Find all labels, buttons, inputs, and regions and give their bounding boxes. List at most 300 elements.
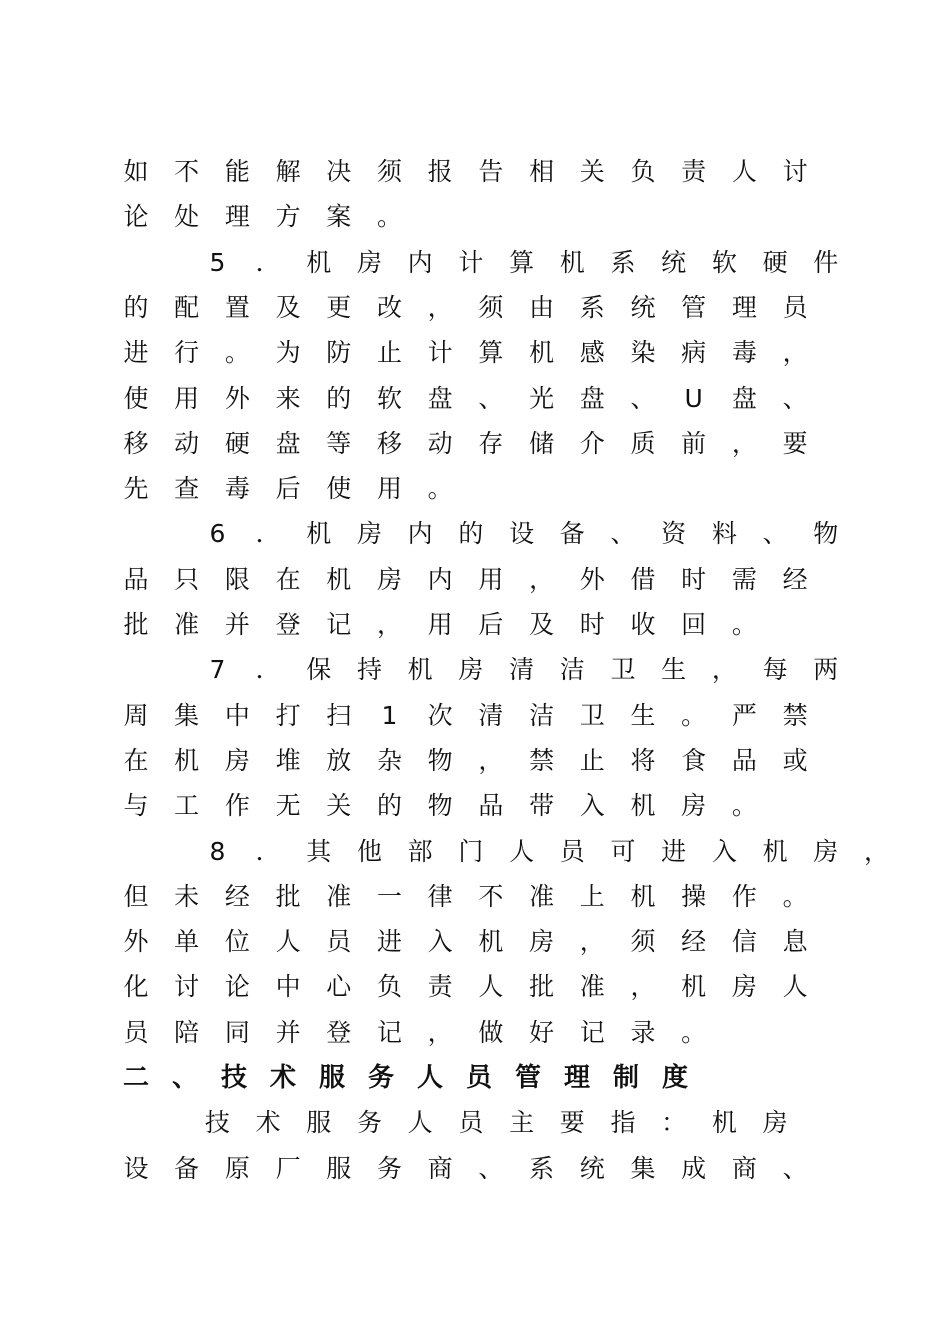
text-glyph: 周: [123, 700, 149, 730]
text-glyph: 负: [630, 157, 656, 186]
text-glyph: 厂: [275, 1153, 301, 1183]
text-glyph: 、: [171, 1063, 198, 1093]
text-glyph: ，: [478, 745, 504, 775]
text-glyph: 内: [427, 564, 453, 594]
text-glyph: 人: [478, 972, 504, 1002]
text-glyph: 杂: [376, 745, 402, 775]
text-line: [0, 650, 950, 690]
text-glyph: 服: [318, 1063, 345, 1093]
text-glyph: 的: [326, 383, 352, 413]
text-line: [0, 922, 950, 962]
text-glyph: 更: [326, 292, 352, 322]
text-glyph: 准: [579, 972, 605, 1002]
text-line: [0, 741, 950, 781]
text-glyph: 管: [681, 292, 707, 322]
text-glyph: 论: [123, 202, 149, 232]
text-glyph: 商: [731, 1153, 757, 1183]
text-glyph: 入: [427, 927, 453, 957]
text-line: [0, 1013, 950, 1053]
text-glyph: 卫: [579, 700, 605, 730]
text-glyph: 信: [731, 927, 757, 957]
text-line: [0, 243, 950, 283]
text-glyph: 堆: [275, 745, 301, 775]
text-glyph: 批: [123, 610, 149, 639]
text-glyph: 论: [224, 972, 250, 1002]
text-glyph: 、: [782, 383, 808, 413]
text-glyph: 统: [661, 247, 687, 277]
text-glyph: 人: [407, 1108, 433, 1138]
text-glyph: 毒: [224, 474, 250, 504]
text-glyph: 洁: [559, 655, 585, 685]
text-glyph: 报: [427, 157, 453, 186]
text-glyph: 决: [326, 157, 352, 186]
text-glyph: 度: [661, 1063, 688, 1093]
text-glyph: 集: [630, 1153, 656, 1183]
text-line: [0, 786, 950, 826]
text-glyph: 品: [478, 791, 504, 821]
text-line: [0, 605, 950, 645]
text-glyph: 机: [630, 791, 656, 821]
text-glyph: 1: [381, 700, 398, 730]
text-glyph: 管: [514, 1063, 541, 1093]
text-glyph: 硬: [224, 428, 250, 458]
text-glyph: 讨: [782, 157, 808, 186]
text-glyph: 储: [529, 428, 555, 458]
text-glyph: 或: [782, 745, 808, 775]
text-glyph: 。: [681, 700, 707, 730]
text-glyph: 房: [376, 564, 402, 594]
text-glyph: 用: [427, 610, 453, 639]
text-glyph: 6: [209, 519, 226, 549]
text-glyph: 。: [782, 881, 808, 911]
text-glyph: 记: [326, 610, 352, 639]
text-glyph: 料: [711, 519, 737, 549]
text-glyph: 员: [326, 927, 352, 957]
text-glyph: 件: [813, 247, 839, 277]
text-glyph: 软: [376, 383, 402, 413]
text-glyph: 房: [458, 655, 484, 685]
text-line: [0, 832, 950, 872]
text-glyph: 其: [306, 836, 332, 866]
text-glyph: 如: [123, 157, 149, 186]
text-glyph: 清: [478, 700, 504, 730]
text-glyph: ，: [863, 836, 889, 866]
text-glyph: 在: [275, 564, 301, 594]
text-glyph: 成: [681, 1153, 707, 1183]
text-glyph: 二: [122, 1063, 149, 1093]
text-glyph: 要: [782, 428, 808, 458]
text-glyph: 设: [509, 519, 535, 549]
text-line: [0, 877, 950, 917]
text-glyph: 为: [275, 338, 301, 368]
text-glyph: 员: [123, 1017, 149, 1047]
text-glyph: 病: [681, 338, 707, 368]
text-glyph: 化: [123, 972, 149, 1002]
text-glyph: 改: [376, 292, 402, 322]
text-line: [0, 152, 950, 192]
text-glyph: 单: [174, 927, 200, 957]
text-glyph: 统: [630, 292, 656, 322]
text-glyph: 方: [275, 202, 301, 232]
text-glyph: 生: [630, 700, 656, 730]
text-glyph: 带: [529, 791, 555, 821]
text-glyph: 房: [529, 927, 555, 957]
text-glyph: 术: [269, 1063, 296, 1093]
text-glyph: 由: [529, 292, 555, 322]
text-glyph: ．: [255, 247, 281, 277]
text-glyph: 每: [762, 655, 788, 685]
text-glyph: 陪: [174, 1017, 200, 1047]
text-glyph: 解: [275, 157, 301, 186]
text-glyph: ，: [427, 292, 453, 322]
text-glyph: 批: [275, 881, 301, 911]
text-glyph: 房: [224, 745, 250, 775]
text-glyph: 讨: [174, 972, 200, 1002]
text-glyph: 务: [356, 1108, 382, 1138]
text-glyph: ．: [255, 519, 281, 549]
text-glyph: 只: [174, 564, 200, 594]
text-glyph: 介: [579, 428, 605, 458]
text-glyph: 盘: [427, 383, 453, 413]
text-glyph: 移: [376, 428, 402, 458]
text-glyph: 可: [610, 836, 636, 866]
text-glyph: 光: [529, 383, 555, 413]
text-glyph: 食: [681, 745, 707, 775]
text-line: [0, 424, 950, 464]
text-glyph: 机: [407, 655, 433, 685]
text-glyph: 录: [630, 1017, 656, 1047]
text-glyph: 、: [610, 519, 636, 549]
text-glyph: 需: [731, 564, 757, 594]
text-glyph: 服: [306, 1108, 332, 1138]
text-glyph: 用: [478, 564, 504, 594]
text-glyph: 理: [224, 202, 250, 232]
text-glyph: 记: [579, 1017, 605, 1047]
text-line: [0, 696, 950, 736]
text-glyph: 次: [427, 700, 453, 730]
text-glyph: 备: [559, 519, 585, 549]
text-glyph: 作: [224, 791, 250, 821]
text-glyph: 盘: [731, 383, 757, 413]
text-glyph: 一: [376, 881, 402, 911]
text-glyph: 后: [478, 610, 504, 639]
text-glyph: 8: [209, 836, 226, 866]
text-glyph: 。: [681, 1017, 707, 1047]
text-glyph: 卫: [610, 655, 636, 685]
text-glyph: 外: [123, 927, 149, 957]
text-glyph: 毒: [731, 338, 757, 368]
text-glyph: 清: [509, 655, 535, 685]
text-glyph: 用: [174, 383, 200, 413]
text-glyph: 负: [376, 972, 402, 1002]
text-glyph: 技: [220, 1063, 247, 1093]
text-glyph: 理: [563, 1063, 590, 1093]
text-line: [0, 379, 950, 419]
text-line: [0, 967, 950, 1007]
text-line: [0, 197, 950, 237]
text-glyph: 配: [174, 292, 200, 322]
text-glyph: 计: [427, 338, 453, 368]
text-glyph: 使: [326, 474, 352, 504]
text-glyph: ：: [661, 1108, 687, 1138]
text-glyph: 品: [731, 745, 757, 775]
text-glyph: 人: [782, 972, 808, 1002]
text-line: [0, 514, 950, 554]
text-glyph: 与: [123, 791, 149, 821]
text-glyph: 盘: [275, 428, 301, 458]
text-glyph: 关: [579, 157, 605, 186]
text-glyph: 机: [174, 745, 200, 775]
text-glyph: 资: [661, 519, 687, 549]
text-glyph: 物: [427, 745, 453, 775]
text-glyph: 机: [630, 881, 656, 911]
text-glyph: 房: [356, 247, 382, 277]
text-glyph: 务: [367, 1063, 394, 1093]
text-glyph: 硬: [762, 247, 788, 277]
text-glyph: 系: [579, 292, 605, 322]
text-glyph: 不: [174, 157, 200, 186]
text-glyph: 记: [376, 1017, 402, 1047]
text-glyph: 主: [509, 1108, 535, 1138]
text-glyph: 处: [174, 202, 200, 232]
text-line: [0, 288, 950, 328]
text-glyph: 及: [529, 610, 555, 639]
text-glyph: 机: [762, 836, 788, 866]
text-glyph: 登: [326, 1017, 352, 1047]
text-glyph: 系: [610, 247, 636, 277]
text-glyph: 将: [630, 745, 656, 775]
text-glyph: 内: [407, 519, 433, 549]
text-glyph: 严: [731, 700, 757, 730]
text-glyph: 操: [681, 881, 707, 911]
text-glyph: 律: [427, 881, 453, 911]
text-glyph: 机: [326, 564, 352, 594]
text-glyph: 进: [661, 836, 687, 866]
text-glyph: 未: [174, 881, 200, 911]
text-glyph: 限: [224, 564, 250, 594]
text-glyph: 置: [224, 292, 250, 322]
text-glyph: 借: [630, 564, 656, 594]
text-glyph: 禁: [782, 700, 808, 730]
text-glyph: 收: [630, 610, 656, 639]
text-glyph: 机: [529, 338, 555, 368]
text-glyph: 理: [731, 292, 757, 322]
section-heading: [0, 1058, 950, 1098]
text-glyph: 机: [306, 247, 332, 277]
text-glyph: 员: [458, 1108, 484, 1138]
text-glyph: 指: [610, 1108, 636, 1138]
text-glyph: 统: [579, 1153, 605, 1183]
text-glyph: 入: [579, 791, 605, 821]
text-glyph: 算: [478, 338, 504, 368]
text-line: [0, 333, 950, 373]
text-glyph: 他: [356, 836, 382, 866]
text-glyph: 、: [478, 1153, 504, 1183]
text-glyph: 并: [224, 610, 250, 639]
text-glyph: 回: [681, 610, 707, 639]
text-glyph: 房: [813, 836, 839, 866]
text-glyph: 持: [356, 655, 382, 685]
text-glyph: 准: [174, 610, 200, 639]
text-glyph: 服: [326, 1153, 352, 1183]
text-glyph: 相: [529, 157, 555, 186]
text-glyph: 及: [275, 292, 301, 322]
text-glyph: 息: [782, 927, 808, 957]
text-glyph: 保: [306, 655, 332, 685]
text-glyph: 、: [762, 519, 788, 549]
text-glyph: 房: [731, 972, 757, 1002]
text-glyph: 系: [529, 1153, 555, 1183]
text-glyph: 时: [681, 564, 707, 594]
text-glyph: 计: [458, 247, 484, 277]
text-glyph: 洁: [529, 700, 555, 730]
text-glyph: 人: [416, 1063, 443, 1093]
text-glyph: 能: [224, 157, 250, 186]
text-glyph: 机: [681, 972, 707, 1002]
text-glyph: 5: [209, 247, 226, 277]
text-glyph: 案: [326, 202, 352, 232]
text-glyph: 。: [731, 610, 757, 639]
text-glyph: 商: [427, 1153, 453, 1183]
text-glyph: 心: [326, 972, 352, 1002]
text-glyph: 、: [630, 383, 656, 413]
text-glyph: 移: [123, 428, 149, 458]
text-glyph: 时: [579, 610, 605, 639]
text-glyph: 扫: [326, 700, 352, 730]
text-glyph: 作: [731, 881, 757, 911]
text-glyph: 设: [123, 1153, 149, 1183]
text-glyph: 进: [123, 338, 149, 368]
text-line: [0, 1103, 950, 1143]
text-glyph: 人: [275, 927, 301, 957]
text-glyph: 须: [630, 927, 656, 957]
text-glyph: 外: [579, 564, 605, 594]
text-glyph: 禁: [529, 745, 555, 775]
text-glyph: 止: [376, 338, 402, 368]
text-glyph: ，: [376, 610, 402, 639]
text-glyph: 前: [681, 428, 707, 458]
text-glyph: ，: [427, 1017, 453, 1047]
text-glyph: 动: [427, 428, 453, 458]
text-glyph: 染: [630, 338, 656, 368]
text-glyph: 物: [427, 791, 453, 821]
text-glyph: ，: [529, 564, 555, 594]
text-glyph: 集: [174, 700, 200, 730]
text-glyph: 用: [376, 474, 402, 504]
text-glyph: 位: [224, 927, 250, 957]
text-glyph: 放: [326, 745, 352, 775]
text-glyph: 外: [224, 383, 250, 413]
text-glyph: 动: [174, 428, 200, 458]
text-glyph: 存: [478, 428, 504, 458]
text-glyph: 感: [579, 338, 605, 368]
text-glyph: 入: [711, 836, 737, 866]
text-glyph: 内: [407, 247, 433, 277]
text-glyph: 同: [224, 1017, 250, 1047]
text-glyph: 品: [123, 564, 149, 594]
text-glyph: 来: [275, 383, 301, 413]
text-glyph: 无: [275, 791, 301, 821]
text-glyph: 行: [174, 338, 200, 368]
text-glyph: 7: [209, 655, 226, 685]
text-glyph: 算: [509, 247, 535, 277]
text-glyph: 机: [559, 247, 585, 277]
text-glyph: 准: [529, 881, 555, 911]
text-glyph: 并: [275, 1017, 301, 1047]
text-glyph: 中: [224, 700, 250, 730]
text-glyph: 制: [612, 1063, 639, 1093]
text-glyph: 员: [782, 292, 808, 322]
text-glyph: 工: [174, 791, 200, 821]
text-glyph: 房: [356, 519, 382, 549]
text-glyph: 人: [731, 157, 757, 186]
text-glyph: 等: [326, 428, 352, 458]
text-glyph: 上: [579, 881, 605, 911]
text-glyph: 后: [275, 474, 301, 504]
text-glyph: 打: [275, 700, 301, 730]
text-glyph: 责: [681, 157, 707, 186]
text-glyph: 。: [731, 791, 757, 821]
text-glyph: 房: [681, 791, 707, 821]
text-glyph: 责: [427, 972, 453, 1002]
text-glyph: 软: [711, 247, 737, 277]
text-glyph: ，: [731, 428, 757, 458]
text-glyph: 员: [465, 1063, 492, 1093]
text-glyph: 物: [813, 519, 839, 549]
text-glyph: 批: [529, 972, 555, 1002]
text-glyph: 机: [711, 1108, 737, 1138]
text-glyph: 质: [630, 428, 656, 458]
text-glyph: 登: [275, 610, 301, 639]
text-glyph: 经: [224, 881, 250, 911]
text-glyph: 好: [529, 1017, 555, 1047]
text-glyph: ，: [711, 655, 737, 685]
text-glyph: 技: [204, 1108, 230, 1138]
text-line: [0, 560, 950, 600]
text-glyph: ，: [782, 338, 808, 368]
text-glyph: U: [684, 383, 703, 413]
text-glyph: 务: [376, 1153, 402, 1183]
text-glyph: 机: [306, 519, 332, 549]
text-glyph: 生: [661, 655, 687, 685]
text-glyph: 经: [782, 564, 808, 594]
text-glyph: 查: [174, 474, 200, 504]
text-glyph: 中: [275, 972, 301, 1002]
text-glyph: ，: [630, 972, 656, 1002]
text-glyph: 。: [224, 338, 250, 368]
text-glyph: 人: [509, 836, 535, 866]
text-glyph: 。: [427, 474, 453, 504]
text-glyph: 先: [123, 474, 149, 504]
text-glyph: 要: [559, 1108, 585, 1138]
text-glyph: 、: [478, 383, 504, 413]
text-glyph: 关: [326, 791, 352, 821]
text-glyph: 做: [478, 1017, 504, 1047]
text-glyph: 防: [326, 338, 352, 368]
text-glyph: ．: [255, 655, 281, 685]
text-line: [0, 469, 950, 509]
text-glyph: 房: [762, 1108, 788, 1138]
text-glyph: 准: [326, 881, 352, 911]
text-glyph: 员: [559, 836, 585, 866]
text-glyph: 备: [174, 1153, 200, 1183]
text-glyph: 止: [579, 745, 605, 775]
text-glyph: 须: [376, 157, 402, 186]
text-glyph: 、: [782, 1153, 808, 1183]
text-glyph: ．: [255, 836, 281, 866]
text-glyph: 盘: [579, 383, 605, 413]
text-glyph: 术: [255, 1108, 281, 1138]
